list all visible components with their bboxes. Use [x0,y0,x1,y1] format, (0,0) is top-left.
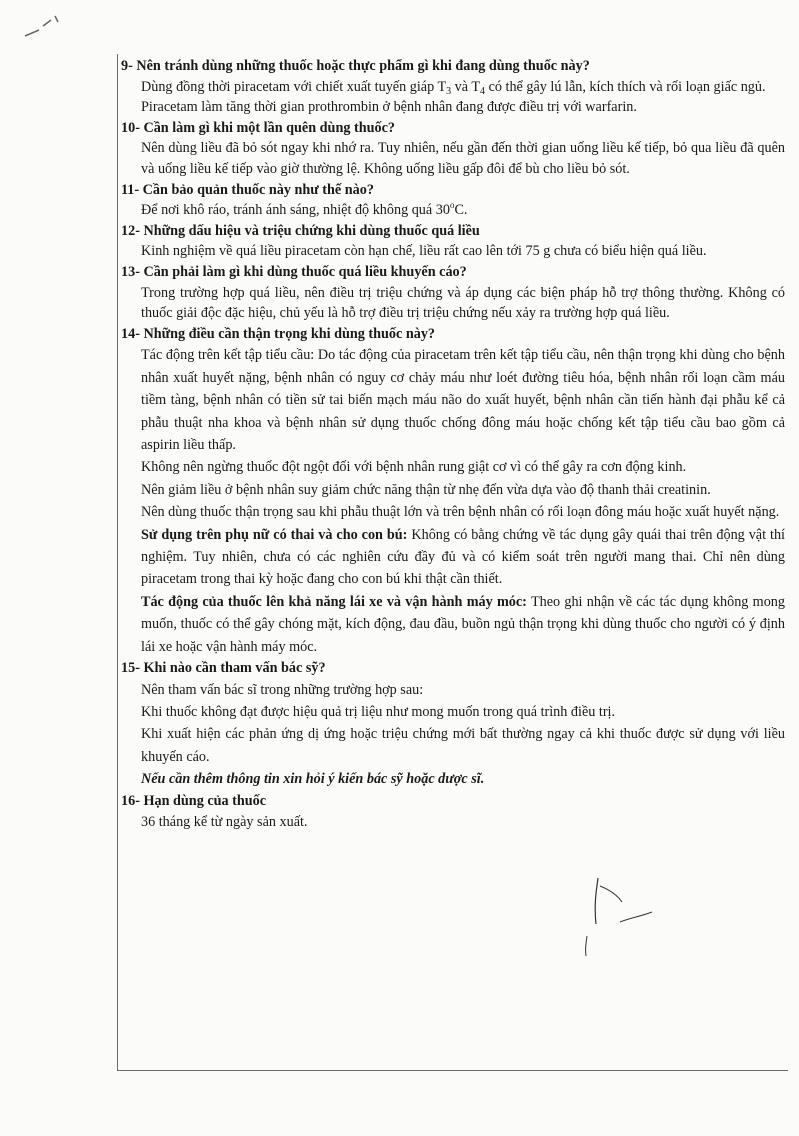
section-9-paragraph-2: Piracetam làm tăng thời gian prothrombin ở bệnh nhân đang được điều trị với warfarin. [141,99,637,116]
section-14-paragraph-4: Nên dùng thuốc thận trọng sau khi phẫu thuật lớn và trên bệnh nhân có rối loạn đông máu hoặc xuất huyết nặng. [141,504,780,521]
section-11 [121,180,785,221]
section-12 [121,221,785,262]
section-13-paragraph-1: Trong trường hợp quá liều, nên điều trị triệu chứng và áp dụng các biện pháp hỗ trợ thông thường. Không có thuốc giải độc đặc hiệu, chủ yếu là hỗ trợ điều trị triệu chứng nếu xảy ra trường hợp quá liều. [141,284,785,322]
section-15-paragraph-3: Khi xuất hiện các phản ứng dị ứng hoặc triệu chứng mới bất thường ngay cả khi thuốc được sử dụng với liều khuyến cáo. [141,726,785,765]
section-15-heading: 15- Khi nào cần tham vấn bác sỹ? [121,660,326,676]
section-13-heading: 13- Cần phải làm gì khi dùng thuốc quá liều khuyến cáo? [121,263,467,280]
pregnancy-lead: Sử dụng trên phụ nữ có thai và cho con bú: [141,526,408,543]
section-11-heading: 11- Cần bảo quản thuốc này như thế nào? [121,181,374,198]
section-14-paragraph-3: Nên giảm liều ở bệnh nhân suy giảm chức năng thận từ nhẹ đến vừa dựa vào độ thanh thải creatinin. [141,481,711,498]
section-15-paragraph-1: Nên tham vấn bác sĩ trong những trường hợp sau: [141,681,424,698]
section-14-paragraph-6: Tác động của thuốc lên khả năng lái xe và vận hành máy móc: Theo ghi nhận về các tác dụng không mong muốn, thuốc có thể gây chóng mặt, kích động, đau đầu, buồn ngủ thận trọng khi dùng thuốc cho người có ý định lái xe hoặc vận hành máy móc. [141,593,785,655]
section-16 [121,791,785,834]
section-13 [121,262,785,324]
section-10-heading: 10- Cần làm gì khi một lần quên dùng thuốc? [121,119,395,136]
section-9-paragraph-1: Dùng đồng thời piracetam với chiết xuất tuyến giáp $T_3$ và $T_4$ có thể gây lú lẫn, kích thích và rối loạn giấc ngủ. [141,78,766,97]
driving-lead: Tác động của thuốc lên khả năng lái xe và vận hành máy móc: [141,593,527,610]
section-14-paragraph-1: Tác động trên kết tập tiểu cầu: Do tác động của piracetam trên kết tập tiểu cầu, nên thận trọng khi dùng cho bệnh nhân xuất huyết nặng, bệnh nhân có nguy cơ chảy máu như loét đường tiêu hóa, bệnh nhân rối loạn cầm máu tiềm tàng, bệnh nhân có tiền sử tai biến mạch máu não do xuất huyết, bệnh nhân cần tiến hành đại phẫu kể cả phẫu thuật nha khoa và bệnh nhân sử dụng thuốc chống đông máu hoặc chống kết tập tiểu cầu bao gồm cả aspirin liều thấp. [141,347,785,453]
section-14 [121,324,785,658]
section-14-paragraph-2: Không nên ngừng thuốc đột ngột đối với bệnh nhân rung giật cơ vì có thể gây ra cơn động kinh. [141,459,687,476]
section-12-heading: 12- Những dấu hiệu và triệu chứng khi dùng thuốc quá liều [121,222,480,239]
section-9 [121,56,785,118]
section-10 [121,118,785,180]
section-12-paragraph-1: Kinh nghiệm về quá liều piracetam còn hạn chế, liều rất cao lên tới 75 g chưa có biểu hiện quá liều. [141,243,707,260]
section-9-heading: 9- Nên tránh dùng những thuốc hoặc thực phẩm gì khi đang dùng thuốc này? [121,58,590,74]
section-10-paragraph-1: Nên dùng liều đã bỏ sót ngay khi nhớ ra. Tuy nhiên, nếu gần đến thời gian uống liều kế tiếp, bỏ qua liều đã quên và uống liều kế tiếp vào giờ thường lệ. Không uống liều gấp đôi để bù cho liều bỏ sót. [141,140,785,177]
section-16-paragraph-1: 36 tháng kể từ ngày sản xuất. [141,814,308,831]
section-14-paragraph-5: Sử dụng trên phụ nữ có thai và cho con bú: Không có bằng chứng về tác dụng gây quái thai trên động vật thí nghiệm. Tuy nhiên, chưa có các nghiên cứu đầy đủ và có kiểm soát trên người mang thai. Chỉ nên dùng piracetam trong thai kỳ hoặc đang cho con bú khi thật cần thiết. [141,526,785,588]
document-body [121,56,785,834]
section-15-paragraph-2: Khi thuốc không đạt được hiệu quả trị liệu như mong muốn trong quá trình điều trị. [141,704,616,720]
section-15-paragraph-4: Nếu cần thêm thông tin xin hỏi ý kiến bác sỹ hoặc dược sĩ. [141,771,485,788]
section-11-paragraph-1: Để nơi khô ráo, tránh ánh sáng, nhiệt độ không quá 30$^o$C. [141,200,468,219]
scan-speck-mark [15,8,60,43]
section-14-heading: 14- Những điều cần thận trọng khi dùng thuốc này? [121,325,436,342]
section-15 [121,658,785,791]
section-16-heading: 16- Hạn dùng của thuốc [121,792,267,809]
